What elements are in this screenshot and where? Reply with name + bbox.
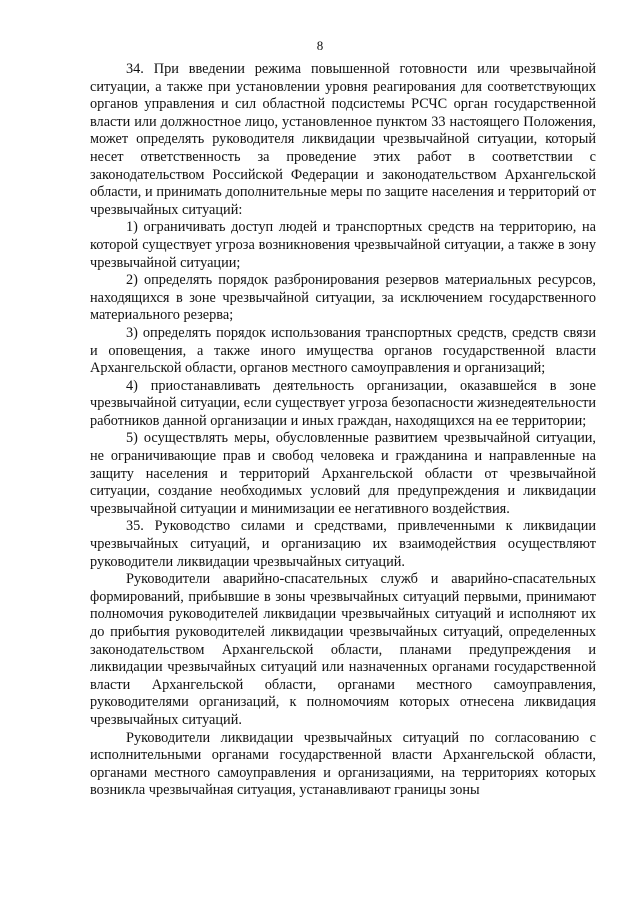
paragraph-34: 34. При введении режима повышенной готовности или чрезвычайной ситуации, а также при установлении уровня реагирования для соответствующих органов управления и сил областной подсистемы РСЧС орган государственной власти или должностное лицо, установленное пунктом 33 настоящего Положения, может определять руководителя ликвидации чрезвычайной ситуации, который несет ответственность за проведение этих работ в соответствии с законодательством Российской Федерации и законодательством Архангельской области, и принимать дополнительные меры по защите населения и территорий от чрезвычайных ситуаций:: [90, 61, 596, 218]
list-item-2: 2) определять порядок разбронирования резервов материальных ресурсов, находящихся в зоне чрезвычайной ситуации, за исключением государственного материального резерва;: [90, 272, 596, 324]
page-number: 8: [316, 38, 324, 53]
list-item-5: 5) осуществлять меры, обусловленные развитием чрезвычайной ситуации, не ограничивающие прав и свобод человека и гражданина и направленные на защиту населения и территорий Архангельской области от чрезвычайной ситуации, создание необходимых условий для предупреждения и ликвидации чрезвычайной ситуации и минимизации ее негативного воздействия.: [90, 430, 596, 517]
list-item-3: 3) определять порядок использования транспортных средств, средств связи и оповещения, а также иного имущества органов государственной власти Архангельской области, органов местного самоуправления и организаций;: [90, 324, 596, 377]
list-item-1: 1) ограничивать доступ людей и транспортных средств на территорию, на которой существует угроза возникновения чрезвычайной ситуации, а также в зону чрезвычайной ситуации;: [90, 219, 596, 271]
document-body: [90, 61, 596, 800]
paragraph-rescue-leaders: Руководители аварийно-спасательных служб и аварийно-спасательных формирований, прибывшие в зоны чрезвычайных ситуаций первыми, принимают полномочия руководителей ликвидации чрезвычайных ситуаций и исполняют их до прибытия руководителей ликвидации чрезвычайных ситуаций, определенных законодательством Архангельской области, планами предупреждения и ликвидации чрезвычайных ситуаций или назначенных органами государственной власти Архангельской области, органами местного самоуправления, руководителями организаций, к полномочиям которых отнесена ликвидация чрезвычайных ситуаций.: [90, 571, 596, 728]
paragraph-35: 35. Руководство силами и средствами, привлеченными к ликвидации чрезвычайных ситуаций, и организацию их взаимодействия осуществляют руководители ликвидации чрезвычайных ситуаций.: [90, 518, 596, 570]
paragraph-zone-borders: Руководители ликвидации чрезвычайных ситуаций по согласованию с исполнительными органами государственной власти Архангельской области, органами местного самоуправления и организациями, на территориях которых возникла чрезвычайная ситуация, устанавливают границы зоны: [90, 729, 596, 799]
list-item-4: 4) приостанавливать деятельность организации, оказавшейся в зоне чрезвычайной ситуации, если существует угроза безопасности жизнедеятельности работников данной организации и иных граждан, находящихся на ее территории;: [90, 377, 596, 429]
